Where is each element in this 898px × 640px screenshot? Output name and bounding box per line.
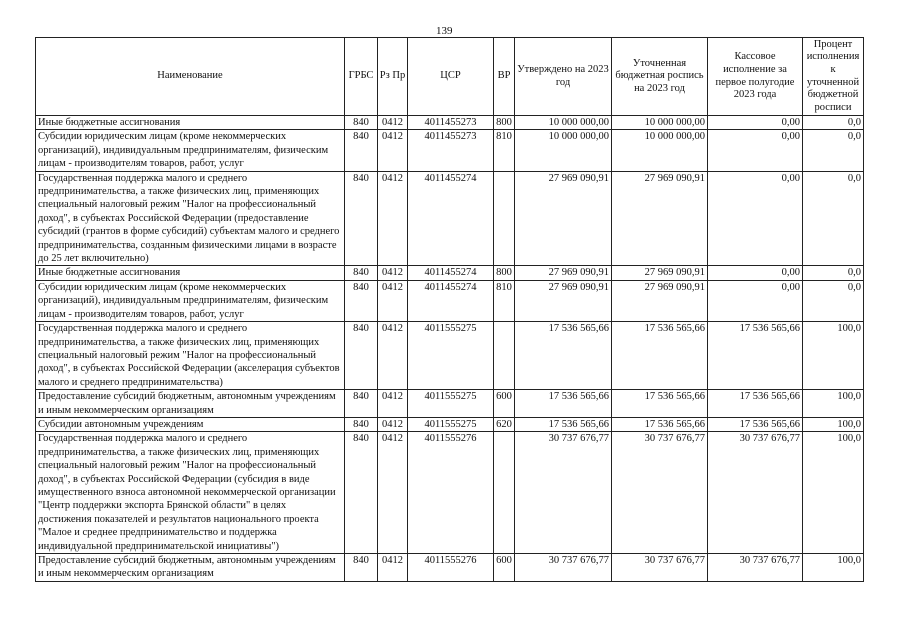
cell-rzpr: 0412 <box>378 432 408 554</box>
cell-cash: 0,00 <box>708 171 803 266</box>
cell-name: Государственная поддержка малого и среднего предпринимательства, а также физических лиц, применяющих специальный налоговый режим "Налог на профессиональный доход", в субъектах Российской Федерации (акселерация субъектов малого и среднего предпринимательства) <box>36 322 345 390</box>
cell-rzpr: 0412 <box>378 130 408 171</box>
table-row <box>36 116 864 130</box>
cell-grbs: 840 <box>345 322 378 390</box>
header-row <box>36 38 864 116</box>
cell-rzpr: 0412 <box>378 417 408 431</box>
cell-cash: 30 737 676,77 <box>708 432 803 554</box>
cell-approved: 27 969 090,91 <box>515 171 612 266</box>
table-body <box>36 116 864 582</box>
cell-cash: 17 536 565,66 <box>708 417 803 431</box>
table-row <box>36 554 864 582</box>
cell-name: Предоставление субсидий бюджетным, автономным учреждениям и иным некоммерческим организациям <box>36 390 345 418</box>
cell-rzpr: 0412 <box>378 116 408 130</box>
cell-refined: 30 737 676,77 <box>612 432 708 554</box>
cell-vr: 600 <box>494 554 515 582</box>
cell-approved: 17 536 565,66 <box>515 390 612 418</box>
cell-percent: 0,0 <box>803 266 864 280</box>
table-row <box>36 432 864 554</box>
cell-grbs: 840 <box>345 432 378 554</box>
table-row <box>36 280 864 321</box>
cell-vr: 800 <box>494 266 515 280</box>
header-name: Наименование <box>36 38 345 116</box>
cell-percent: 0,0 <box>803 130 864 171</box>
cell-name: Субсидии юридическим лицам (кроме некоммерческих организаций), индивидуальным предпринимателям, физическим лицам - производителям товаров, работ, услуг <box>36 130 345 171</box>
header-csr: ЦСР <box>408 38 494 116</box>
cell-vr <box>494 432 515 554</box>
page-number: 139 <box>436 25 453 37</box>
cell-percent: 100,0 <box>803 417 864 431</box>
table-row <box>36 171 864 266</box>
cell-vr: 810 <box>494 280 515 321</box>
cell-rzpr: 0412 <box>378 322 408 390</box>
cell-refined: 17 536 565,66 <box>612 390 708 418</box>
cell-refined: 27 969 090,91 <box>612 280 708 321</box>
cell-rzpr: 0412 <box>378 280 408 321</box>
cell-name: Иные бюджетные ассигнования <box>36 116 345 130</box>
cell-csr: 4011455273 <box>408 130 494 171</box>
cell-csr: 4011455274 <box>408 171 494 266</box>
cell-grbs: 840 <box>345 171 378 266</box>
cell-percent: 0,0 <box>803 280 864 321</box>
cell-approved: 27 969 090,91 <box>515 280 612 321</box>
cell-csr: 4011455273 <box>408 116 494 130</box>
header-approved: Утверждено на 2023 год <box>515 38 612 116</box>
cell-approved: 10 000 000,00 <box>515 130 612 171</box>
cell-grbs: 840 <box>345 266 378 280</box>
cell-grbs: 840 <box>345 554 378 582</box>
cell-grbs: 840 <box>345 116 378 130</box>
table-row <box>36 266 864 280</box>
cell-approved: 17 536 565,66 <box>515 417 612 431</box>
cell-name: Предоставление субсидий бюджетным, автономным учреждениям и иным некоммерческим организациям <box>36 554 345 582</box>
table-row <box>36 130 864 171</box>
cell-name: Государственная поддержка малого и среднего предпринимательства, а также физических лиц, применяющих специальный налоговый режим "Налог на профессиональный доход", в субъектах Российской Федерации (предоставление субсидий (грантов в форме субсидий) субъектам малого и среднего предпринимательства, созданным физическими лицами в возрасте до 25 лет включительно) <box>36 171 345 266</box>
cell-refined: 17 536 565,66 <box>612 417 708 431</box>
cell-vr <box>494 171 515 266</box>
cell-cash: 17 536 565,66 <box>708 322 803 390</box>
cell-grbs: 840 <box>345 390 378 418</box>
cell-percent: 100,0 <box>803 390 864 418</box>
cell-cash: 30 737 676,77 <box>708 554 803 582</box>
cell-approved: 30 737 676,77 <box>515 432 612 554</box>
cell-cash: 0,00 <box>708 266 803 280</box>
header-cash: Кассовое исполнение за первое полугодие 2023 года <box>708 38 803 116</box>
cell-vr: 810 <box>494 130 515 171</box>
cell-percent: 0,0 <box>803 171 864 266</box>
header-vr: ВР <box>494 38 515 116</box>
cell-cash: 0,00 <box>708 116 803 130</box>
cell-vr: 800 <box>494 116 515 130</box>
cell-approved: 27 969 090,91 <box>515 266 612 280</box>
table-row <box>36 322 864 390</box>
header-rzpr: Рз Пр <box>378 38 408 116</box>
cell-cash: 0,00 <box>708 130 803 171</box>
cell-csr: 4011455274 <box>408 266 494 280</box>
cell-refined: 10 000 000,00 <box>612 116 708 130</box>
cell-percent: 0,0 <box>803 116 864 130</box>
cell-name: Иные бюджетные ассигнования <box>36 266 345 280</box>
cell-csr: 4011555275 <box>408 417 494 431</box>
cell-approved: 10 000 000,00 <box>515 116 612 130</box>
header-refined: Уточненная бюджетная роспись на 2023 год <box>612 38 708 116</box>
cell-refined: 27 969 090,91 <box>612 266 708 280</box>
cell-vr: 600 <box>494 390 515 418</box>
cell-rzpr: 0412 <box>378 266 408 280</box>
cell-csr: 4011555275 <box>408 322 494 390</box>
cell-csr: 4011555275 <box>408 390 494 418</box>
table-row <box>36 390 864 418</box>
header-percent: Процент исполнения к уточненной бюджетной росписи <box>803 38 864 116</box>
cell-rzpr: 0412 <box>378 554 408 582</box>
cell-refined: 27 969 090,91 <box>612 171 708 266</box>
cell-name: Субсидии юридическим лицам (кроме некоммерческих организаций), индивидуальным предпринимателям, физическим лицам - производителям товаров, работ, услуг <box>36 280 345 321</box>
cell-csr: 4011555276 <box>408 432 494 554</box>
cell-name: Субсидии автономным учреждениям <box>36 417 345 431</box>
cell-rzpr: 0412 <box>378 171 408 266</box>
cell-grbs: 840 <box>345 417 378 431</box>
header-grbs: ГРБС <box>345 38 378 116</box>
cell-percent: 100,0 <box>803 322 864 390</box>
cell-approved: 17 536 565,66 <box>515 322 612 390</box>
cell-name: Государственная поддержка малого и среднего предпринимательства, а также физических лиц, применяющих специальный налоговый режим "Налог на профессиональный доход", в субъектах Российской Федерации (субсидия в виде имущественного взноса автономной некоммерческой организации "Центр поддержки экспорта Брянской области" в целях достижения показателей и результатов национального проекта "Малое и среднее предпринимательство и поддержка индивидуальной предпринимательской инициативы") <box>36 432 345 554</box>
cell-csr: 4011555276 <box>408 554 494 582</box>
cell-vr: 620 <box>494 417 515 431</box>
cell-cash: 0,00 <box>708 280 803 321</box>
budget-table <box>35 37 864 582</box>
cell-approved: 30 737 676,77 <box>515 554 612 582</box>
cell-csr: 4011455274 <box>408 280 494 321</box>
table-row <box>36 417 864 431</box>
cell-grbs: 840 <box>345 280 378 321</box>
cell-cash: 17 536 565,66 <box>708 390 803 418</box>
cell-percent: 100,0 <box>803 432 864 554</box>
cell-percent: 100,0 <box>803 554 864 582</box>
cell-grbs: 840 <box>345 130 378 171</box>
cell-vr <box>494 322 515 390</box>
cell-refined: 17 536 565,66 <box>612 322 708 390</box>
cell-refined: 10 000 000,00 <box>612 130 708 171</box>
cell-rzpr: 0412 <box>378 390 408 418</box>
cell-refined: 30 737 676,77 <box>612 554 708 582</box>
